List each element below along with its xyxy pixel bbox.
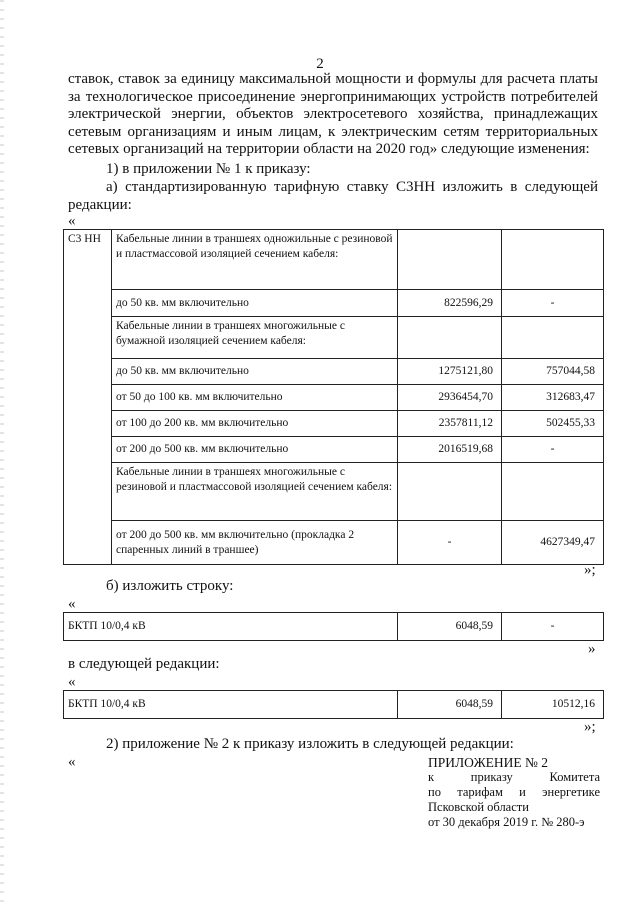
value-col-1: 6048,59 (398, 691, 502, 719)
row-description: от 100 до 200 кв. мм включительно (112, 411, 398, 437)
tariff-table-c3nn (63, 229, 604, 565)
value-col-1: 822596,29 (398, 290, 502, 317)
item-1b: б) изложить строку: (106, 578, 234, 594)
attachment-line: по тарифам и энергетике (428, 785, 600, 799)
open-quote: « (68, 213, 76, 229)
table-row (64, 691, 604, 719)
value-col-2 (502, 230, 604, 290)
item-1: 1) в приложении № 1 к приказу: (106, 161, 311, 177)
table-row (64, 290, 604, 317)
page-number: 2 (316, 56, 324, 72)
value-col-2 (502, 463, 604, 521)
table-row (64, 317, 604, 359)
table-row (64, 230, 604, 290)
table-row (64, 613, 604, 641)
intro-paragraph (68, 71, 598, 159)
value-col-2: 4627349,47 (502, 521, 604, 565)
table-row (64, 437, 604, 463)
value-col-1 (398, 463, 502, 521)
value-col-1: - (398, 521, 502, 565)
row-description: БКТП 10/0,4 кВ (64, 613, 398, 641)
row-description: Кабельные линии в траншеях многожильные с резиновой и пластмассовой изоляцией сечением кабеля: (112, 463, 398, 521)
value-col-1: 2936454,70 (398, 385, 502, 411)
value-col-1: 2016519,68 (398, 437, 502, 463)
close-quote: » (588, 641, 596, 657)
attachment-title: ПРИЛОЖЕНИЕ № 2 (428, 755, 549, 770)
value-col-2: 502455,33 (502, 411, 604, 437)
old-row-table (63, 612, 604, 641)
value-col-2: - (502, 290, 604, 317)
value-col-1 (398, 230, 502, 290)
open-quote: « (68, 596, 76, 612)
value-col-1 (398, 317, 502, 359)
attachment-line: Псковской области (428, 800, 529, 814)
attachment-line: от 30 декабря 2019 г. № 280-э (428, 815, 585, 829)
close-quote: »; (584, 719, 596, 735)
item-1a-line: редакции: (68, 196, 132, 213)
value-col-1: 6048,59 (398, 613, 502, 641)
table-row (64, 411, 604, 437)
row-description: от 200 до 500 кв. мм включительно (прокладка 2 спаренных линий в траншее) (112, 521, 398, 565)
intro-line: за технологическое присоединение энергопринимающих устройств потребителей (68, 88, 598, 105)
intro-line: сетевым организациям и иным лицам, к электрическим сетям территориальных (68, 123, 598, 140)
close-quote: »; (584, 562, 596, 578)
table-row (64, 385, 604, 411)
new-row-table (63, 690, 604, 719)
value-col-2: - (502, 613, 604, 641)
next-edition-label: в следующей редакции: (68, 656, 220, 672)
value-col-2 (502, 317, 604, 359)
row-description: от 200 до 500 кв. мм включительно (112, 437, 398, 463)
attachment-line: к приказу Комитета (428, 770, 600, 784)
row-description: Кабельные линии в траншеях одножильные с резиновой и пластмассовой изоляцией сечением кабеля: (112, 230, 398, 290)
row-description: от 50 до 100 кв. мм включительно (112, 385, 398, 411)
item-1a (68, 179, 598, 214)
row-description: Кабельные линии в траншеях многожильные с бумажной изоляцией сечением кабеля: (112, 317, 398, 359)
open-quote: « (68, 674, 76, 690)
table-row (64, 521, 604, 565)
value-col-1: 2357811,12 (398, 411, 502, 437)
row-description: до 50 кв. мм включительно (112, 290, 398, 317)
value-col-1: 1275121,80 (398, 359, 502, 385)
tariff-code: С3 НН (64, 230, 112, 565)
intro-line: ставок, ставок за единицу максимальной мощности и формулы для расчета платы (68, 71, 598, 87)
attachment-header (428, 755, 600, 830)
intro-line: электрической энергии, объектов электросетевого хозяйства, принадлежащих (68, 106, 598, 122)
open-quote: « (68, 754, 76, 770)
table-row (64, 359, 604, 385)
value-col-2: 312683,47 (502, 385, 604, 411)
value-col-2: - (502, 437, 604, 463)
item-1a-line: а) стандартизированную тарифную ставку С3НН изложить в следующей (106, 179, 598, 195)
value-col-2: 757044,58 (502, 359, 604, 385)
scan-edge-artifact (0, 0, 4, 905)
value-col-2: 10512,16 (502, 691, 604, 719)
intro-line: сетевых организаций на территории области на 2020 год» следующие изменения: (68, 141, 590, 157)
row-description: БКТП 10/0,4 кВ (64, 691, 398, 719)
table-row (64, 463, 604, 521)
row-description: до 50 кв. мм включительно (112, 359, 398, 385)
item-2: 2) приложение № 2 к приказу изложить в следующей редакции: (106, 736, 514, 752)
